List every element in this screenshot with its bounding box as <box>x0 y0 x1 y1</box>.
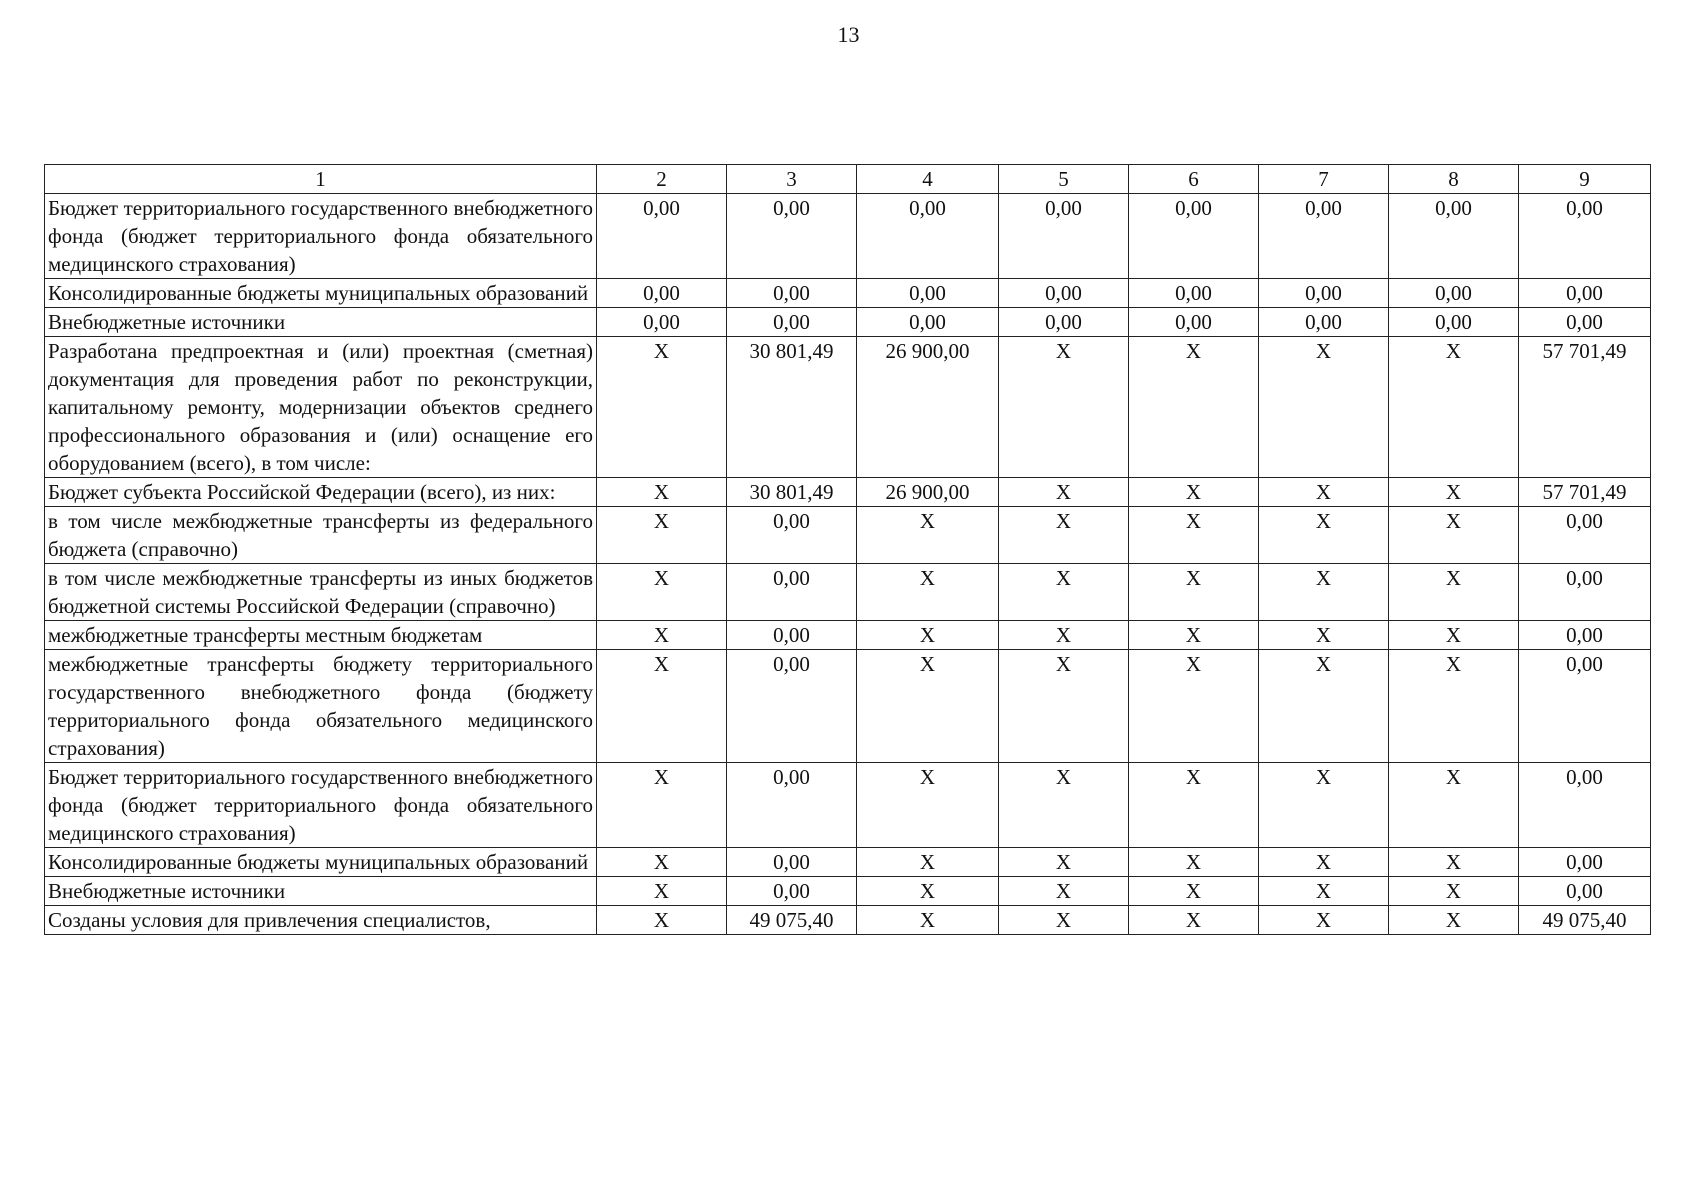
cell-col-9: 0,00 <box>1519 877 1651 906</box>
cell-col-7: 0,00 <box>1259 308 1389 337</box>
table-row <box>45 621 1651 650</box>
row-label: Бюджет субъекта Российской Федерации (всего), из них: <box>45 478 597 507</box>
cell-col-6: 0,00 <box>1129 194 1259 279</box>
cell-col-8: X <box>1389 337 1519 478</box>
table-row <box>45 848 1651 877</box>
cell-col-5: X <box>999 564 1129 621</box>
cell-col-4: X <box>857 906 999 935</box>
cell-col-2: 0,00 <box>597 279 727 308</box>
cell-col-3: 0,00 <box>727 194 857 279</box>
cell-col-8: X <box>1389 848 1519 877</box>
cell-col-9: 0,00 <box>1519 763 1651 848</box>
cell-col-3: 49 075,40 <box>727 906 857 935</box>
cell-col-6: X <box>1129 906 1259 935</box>
budget-table <box>44 164 1651 935</box>
cell-col-3: 30 801,49 <box>727 478 857 507</box>
cell-col-8: X <box>1389 650 1519 763</box>
cell-col-8: 0,00 <box>1389 194 1519 279</box>
cell-col-2: X <box>597 337 727 478</box>
cell-col-9: 57 701,49 <box>1519 478 1651 507</box>
row-label: Бюджет территориального государственного внебюджетного фонда (бюджет территориального фонда обязательного медицинского страхования) <box>45 763 597 848</box>
table-body <box>45 194 1651 935</box>
cell-col-8: X <box>1389 763 1519 848</box>
cell-col-2: 0,00 <box>597 308 727 337</box>
cell-col-7: X <box>1259 337 1389 478</box>
cell-col-5: X <box>999 650 1129 763</box>
cell-col-4: X <box>857 621 999 650</box>
cell-col-5: X <box>999 763 1129 848</box>
cell-col-4: X <box>857 507 999 564</box>
row-label: Бюджет территориального государственного внебюджетного фонда (бюджет территориального фонда обязательного медицинского страхования) <box>45 194 597 279</box>
cell-col-3: 0,00 <box>727 308 857 337</box>
cell-col-3: 0,00 <box>727 848 857 877</box>
cell-col-6: X <box>1129 763 1259 848</box>
row-label: межбюджетные трансферты бюджету территориального государственного внебюджетного фонда (бюджету территориального фонда обязательного медицинского страхования) <box>45 650 597 763</box>
table-row <box>45 906 1651 935</box>
cell-col-3: 30 801,49 <box>727 337 857 478</box>
cell-col-8: 0,00 <box>1389 279 1519 308</box>
cell-col-3: 0,00 <box>727 650 857 763</box>
column-header-3: 3 <box>727 165 857 194</box>
cell-col-6: X <box>1129 337 1259 478</box>
cell-col-5: 0,00 <box>999 279 1129 308</box>
cell-col-5: X <box>999 337 1129 478</box>
cell-col-7: X <box>1259 621 1389 650</box>
row-label: в том числе межбюджетные трансферты из федерального бюджета (справочно) <box>45 507 597 564</box>
cell-col-5: X <box>999 507 1129 564</box>
cell-col-3: 0,00 <box>727 877 857 906</box>
row-label: Внебюджетные источники <box>45 308 597 337</box>
row-label: Консолидированные бюджеты муниципальных образований <box>45 279 597 308</box>
cell-col-7: X <box>1259 877 1389 906</box>
cell-col-6: 0,00 <box>1129 279 1259 308</box>
cell-col-6: X <box>1129 848 1259 877</box>
cell-col-2: 0,00 <box>597 194 727 279</box>
header-row <box>45 165 1651 194</box>
cell-col-2: X <box>597 564 727 621</box>
cell-col-9: 49 075,40 <box>1519 906 1651 935</box>
row-label: Внебюджетные источники <box>45 877 597 906</box>
cell-col-3: 0,00 <box>727 279 857 308</box>
cell-col-6: X <box>1129 877 1259 906</box>
row-label: в том числе межбюджетные трансферты из иных бюджетов бюджетной системы Российской Федерации (справочно) <box>45 564 597 621</box>
row-label: Консолидированные бюджеты муниципальных образований <box>45 848 597 877</box>
column-header-6: 6 <box>1129 165 1259 194</box>
table-row <box>45 279 1651 308</box>
cell-col-7: 0,00 <box>1259 279 1389 308</box>
column-header-8: 8 <box>1389 165 1519 194</box>
cell-col-4: 26 900,00 <box>857 478 999 507</box>
cell-col-6: X <box>1129 507 1259 564</box>
table-row <box>45 194 1651 279</box>
cell-col-2: X <box>597 621 727 650</box>
cell-col-3: 0,00 <box>727 621 857 650</box>
table-row <box>45 478 1651 507</box>
column-header-9: 9 <box>1519 165 1651 194</box>
cell-col-8: X <box>1389 507 1519 564</box>
row-label: Созданы условия для привлечения специалистов, <box>45 906 597 935</box>
cell-col-8: X <box>1389 564 1519 621</box>
cell-col-8: X <box>1389 478 1519 507</box>
cell-col-9: 0,00 <box>1519 621 1651 650</box>
cell-col-8: 0,00 <box>1389 308 1519 337</box>
cell-col-2: X <box>597 906 727 935</box>
column-header-5: 5 <box>999 165 1129 194</box>
cell-col-9: 0,00 <box>1519 279 1651 308</box>
cell-col-6: X <box>1129 478 1259 507</box>
cell-col-4: X <box>857 877 999 906</box>
column-header-2: 2 <box>597 165 727 194</box>
table-row <box>45 650 1651 763</box>
cell-col-9: 0,00 <box>1519 564 1651 621</box>
column-header-1: 1 <box>45 165 597 194</box>
column-header-4: 4 <box>857 165 999 194</box>
cell-col-2: X <box>597 763 727 848</box>
cell-col-5: X <box>999 478 1129 507</box>
cell-col-8: X <box>1389 621 1519 650</box>
table-row <box>45 877 1651 906</box>
cell-col-9: 0,00 <box>1519 194 1651 279</box>
cell-col-4: 0,00 <box>857 308 999 337</box>
cell-col-5: X <box>999 848 1129 877</box>
cell-col-7: X <box>1259 478 1389 507</box>
cell-col-4: 0,00 <box>857 279 999 308</box>
cell-col-9: 0,00 <box>1519 650 1651 763</box>
cell-col-5: X <box>999 877 1129 906</box>
cell-col-2: X <box>597 877 727 906</box>
cell-col-4: X <box>857 848 999 877</box>
cell-col-7: X <box>1259 906 1389 935</box>
cell-col-2: X <box>597 848 727 877</box>
cell-col-8: X <box>1389 906 1519 935</box>
cell-col-2: X <box>597 650 727 763</box>
cell-col-9: 0,00 <box>1519 507 1651 564</box>
cell-col-2: X <box>597 507 727 564</box>
table-row <box>45 308 1651 337</box>
cell-col-4: X <box>857 650 999 763</box>
cell-col-7: X <box>1259 650 1389 763</box>
cell-col-4: 0,00 <box>857 194 999 279</box>
cell-col-3: 0,00 <box>727 507 857 564</box>
cell-col-9: 57 701,49 <box>1519 337 1651 478</box>
cell-col-5: 0,00 <box>999 194 1129 279</box>
table-row <box>45 564 1651 621</box>
row-label: межбюджетные трансферты местным бюджетам <box>45 621 597 650</box>
cell-col-3: 0,00 <box>727 564 857 621</box>
cell-col-6: X <box>1129 621 1259 650</box>
table-row <box>45 507 1651 564</box>
cell-col-4: X <box>857 564 999 621</box>
cell-col-2: X <box>597 478 727 507</box>
row-label: Разработана предпроектная и (или) проектная (сметная) документация для проведения работ по реконструкции, капитальному ремонту, модернизации объектов среднего профессионального образования и (или) оснащение его оборудованием (всего), в том числе: <box>45 337 597 478</box>
cell-col-5: 0,00 <box>999 308 1129 337</box>
cell-col-7: X <box>1259 507 1389 564</box>
cell-col-7: 0,00 <box>1259 194 1389 279</box>
cell-col-6: X <box>1129 564 1259 621</box>
cell-col-7: X <box>1259 763 1389 848</box>
cell-col-6: X <box>1129 650 1259 763</box>
cell-col-4: 26 900,00 <box>857 337 999 478</box>
table-row <box>45 763 1651 848</box>
cell-col-9: 0,00 <box>1519 308 1651 337</box>
cell-col-5: X <box>999 621 1129 650</box>
cell-col-5: X <box>999 906 1129 935</box>
cell-col-7: X <box>1259 848 1389 877</box>
cell-col-7: X <box>1259 564 1389 621</box>
cell-col-4: X <box>857 763 999 848</box>
cell-col-9: 0,00 <box>1519 848 1651 877</box>
table-row <box>45 337 1651 478</box>
cell-col-3: 0,00 <box>727 763 857 848</box>
cell-col-6: 0,00 <box>1129 308 1259 337</box>
column-header-7: 7 <box>1259 165 1389 194</box>
page-number: 13 <box>837 22 860 47</box>
cell-col-8: X <box>1389 877 1519 906</box>
